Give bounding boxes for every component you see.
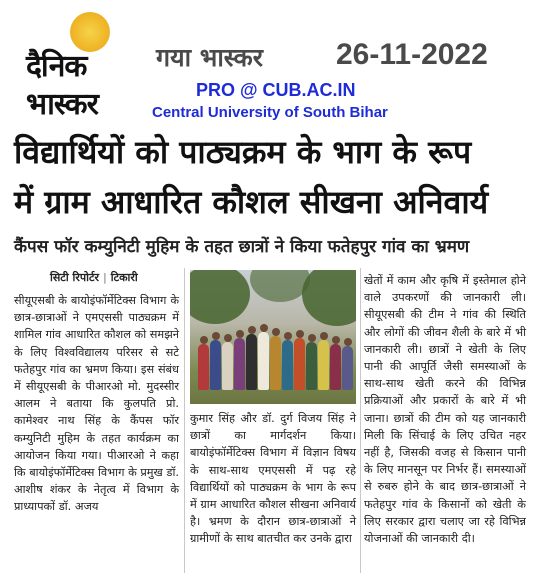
byline-reporter: सिटी रिपोर्टर [50,271,99,284]
dainik-bhaskar-logo [26,10,144,122]
article-column-1: सीयूएसबी के बायोइंफॉर्मेटिक्स विभाग के छात्र-छात्राओं ने एमएससी पाठ्यक्रम में शामिल गांव आधारित कौशल को समझने के लिए विश्वविद्यालय परिसर से सटे फतेहपुर गांव का भ्रमण किया। इस संबंध में सीयूएसबी के पीआरओ मो. मुदस्सीर आलम ने बताया कि कुलपति प्रो. कामेश्वर नाथ सिंह के कैंपस फॉर कम्युनिटी मुहिम के तहत कार्यक्रम का आयोजन किया गया। पीआरओ ने कहा कि बायोइंफॉर्मेटिक्स विभाग के प्रमुख डॉ. आशीष शंकर के नेतृत्व में विभाग के प्राध्यापकों डॉ. अजय [14,294,179,514]
person-head [284,332,292,340]
person-head [212,332,220,340]
person-head [344,338,352,346]
publication-date: 26-11-2022 [336,38,488,71]
article-column-2: कुमार सिंह और डॉ. दुर्ग विजय सिंह ने छात्रों का मार्गदर्शन किया। बायोइंफॉर्मेटिक्स विभाग में विज्ञान विषय के साथ-साथ एमएससी में पढ़ रहे विद्यार्थियों को पाठ्यक्रम के भाग के रूप में ग्राम आधारित कौशल सीखना अनिवार्य है। भ्रमण के दौरान छात्र-छात्राओं ने ग्रामीणों के साथ बातचीत कर उनके द्वारा [190,412,356,546]
logo-line2: भास्कर [26,87,98,122]
headline-line2: में ग्राम आधारित कौशल सीखना अनिवार्य [14,183,489,221]
pro-contact: PRO @ CUB.AC.IN [196,80,356,100]
edition-name: गया भास्कर [156,43,263,72]
byline-place: टिकारी [110,271,138,284]
group-photo [190,270,356,404]
logo-line1: दैनिक [26,49,87,84]
byline [50,270,138,285]
byline-separator: | [102,271,107,284]
masthead [0,0,536,122]
person-head [296,330,304,338]
person-head [260,324,268,332]
person-head [224,334,232,342]
column-divider [360,268,361,573]
person-head [308,334,316,342]
headline-line1: विद्यार्थियों को पाठ्यक्रम के भाग के रूप [14,133,472,171]
person-head [200,336,208,344]
article-subheadline: कैंपस फॉर कम्युनिटी मुहिम के तहत छात्रों ने किया फतेहपुर गांव का भ्रमण [14,237,470,257]
column-divider [184,268,185,573]
person-head [236,330,244,338]
article-column-3: खेतों में काम और कृषि में इस्तेमाल होने वाले उपकरणों की जानकारी ली। सीयूएसबी की टीम ने गांव की स्थिति और लोगों की जीवन शैली के बारे में भी जानकारी ली। छात्रों ने खेती के लिए पानी की आपूर्ति जैसी समस्याओं के साथ-साथ खेती करने की विभिन्न प्रक्रियाओं और प्रकारों के बारे में भी जाना। छात्रों की टीम को यह जानकारी मिली कि सिंचाई के लिए उचित नहर नहीं है, जिसकी वजह से किसान पानी के लिए मानसून पर निर्भर हैं। समस्याओं से रुबरु होने के बाद छात्र-छात्राओं ने फतेहपुर गांव के किसानों को खेती के लिए सरकार द्वारा चलाए जा रहे विभिन्न योजनाओं की जानकारी दी। [364,274,526,546]
university-name: Central University of South Bihar [152,104,388,121]
person-head [332,336,340,344]
person-head [248,326,256,334]
person-head [272,328,280,336]
article-headline [14,127,526,227]
person-head [320,332,328,340]
